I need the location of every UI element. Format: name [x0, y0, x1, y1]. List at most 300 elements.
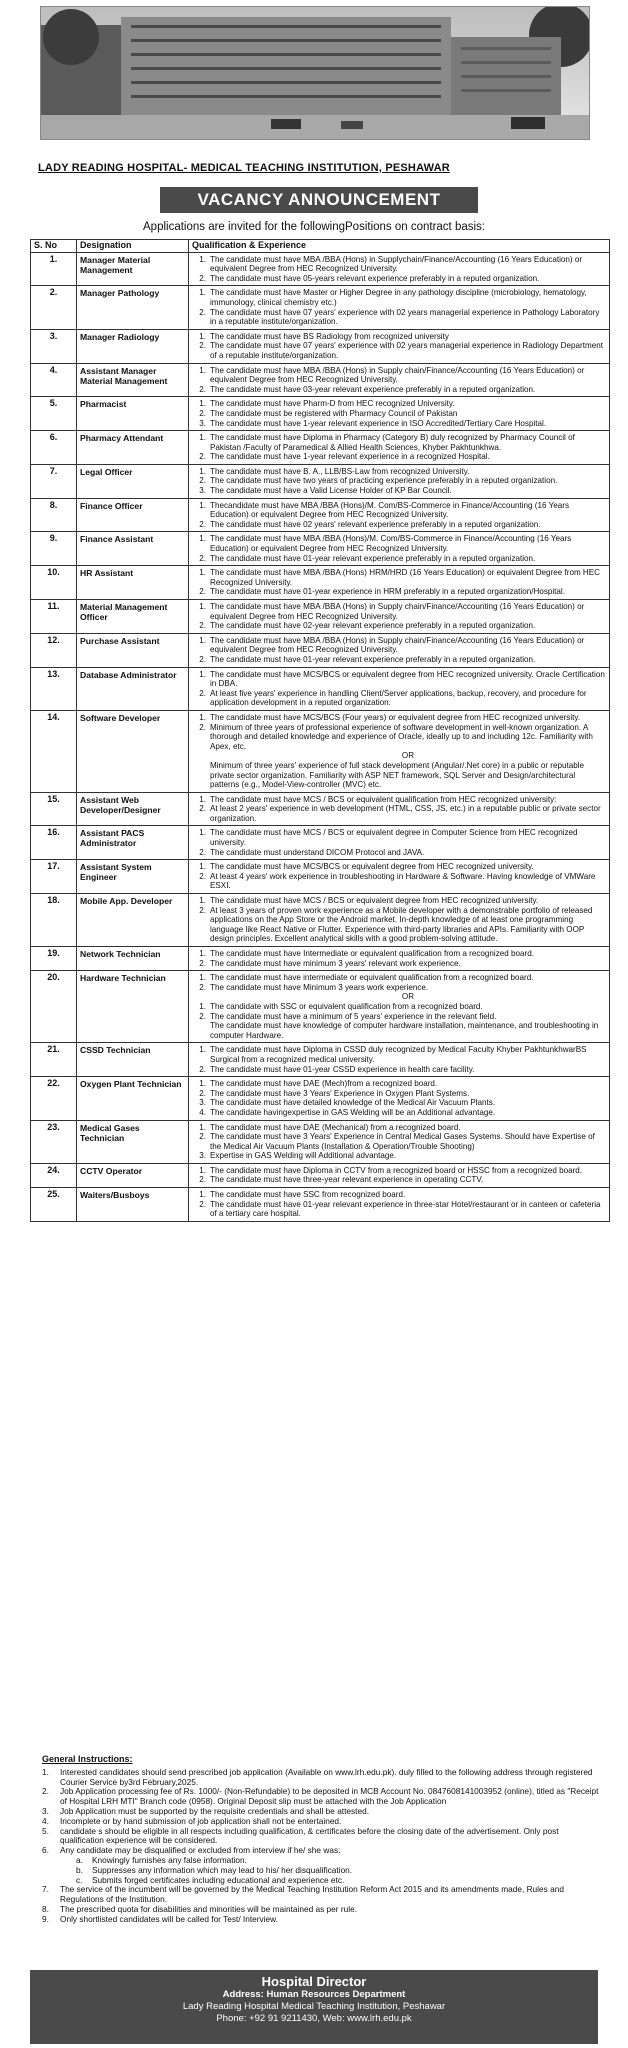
qualification-cell [189, 894, 610, 947]
item-number: 3. [199, 418, 206, 428]
qualification-item [192, 723, 606, 752]
qualification-cell [189, 860, 610, 894]
qualification-item [192, 288, 606, 307]
table-row [31, 826, 610, 860]
qualification-item [192, 1045, 606, 1064]
item-number: 1. [199, 635, 206, 645]
serial-number: 25. [31, 1188, 77, 1222]
qualification-item [192, 255, 606, 274]
qualification-item [192, 795, 606, 805]
qualification-item [192, 983, 606, 993]
serial-number: 20. [31, 971, 77, 1043]
item-number: 1. [199, 1122, 206, 1132]
item-text: The candidate must have MBA /BBA (Hons) in Supply chain/Finance/Accounting (16 Years Education) or equivalent Degree from HEC Recognized University. [210, 635, 585, 655]
designation: Assistant PACS Administrator [77, 826, 189, 860]
qualification-item [192, 1200, 606, 1219]
qualification-item [192, 906, 606, 944]
qualification-cell [189, 286, 610, 329]
qualification-item [192, 1002, 606, 1012]
qualification-item [192, 804, 606, 823]
qualification-cell [189, 329, 610, 363]
item-number: 1. [199, 534, 206, 544]
qualification-item [192, 520, 606, 530]
instruction-number: 8. [42, 1903, 49, 1914]
serial-number: 11. [31, 600, 77, 634]
qualification-cell [189, 397, 610, 431]
item-text: The candidate must have MBA /BBA (Hons) in Supply chain/Finance/Accounting (16 Years Education) or equivalent Degree from HEC Recognized University. [210, 365, 585, 385]
item-text: At least 2 years' experience in web development (HTML, CSS, JS, etc.) in a reputable public or private sector organization. [210, 804, 601, 823]
item-text: The candidate must have Intermediate or equivalent qualification from a recognized board. [210, 949, 534, 958]
item-text: The candidate must have 3 Years' Experience in Central Medical Gases Systems. Should have Expertise of the Medical Air Vacuum Plants (Installation & Operation/Trouble Shooting) [210, 1132, 595, 1151]
header-designation: Designation [77, 240, 189, 253]
qualification-item [192, 501, 606, 520]
item-text: The candidate must have Diploma in CSSD duly recognized by Medical Faculty Khyber PakhtunkhwarBS Surgical from a recognized medical university. [210, 1045, 587, 1064]
item-number: 2. [199, 1132, 206, 1142]
qualification-item [192, 419, 606, 429]
item-text: Minimum of three years' experience of full stack development (Angular/.Net core) in a public or reputable private sector organization. Familiarity with ASP NET framework, SQL Server and Design/architectural patterns (e.g., Model-View-controller (MVC) etc. [210, 760, 585, 790]
item-text: The candidate must have MCS / BCS or equivalent qualification from HEC recognized university: [210, 794, 557, 804]
qualification-item [192, 1098, 606, 1108]
serial-number: 4. [31, 363, 77, 397]
table-row [31, 566, 610, 600]
item-text: The candidate must have Master or Higher Degree in any pathology discipline (microbiology, hematology, immunology, clinical chemistry etc.) [210, 288, 587, 307]
qualification-item [192, 568, 606, 587]
serial-number: 15. [31, 792, 77, 826]
serial-number: 2. [31, 286, 77, 329]
qualification-cell [189, 1163, 610, 1187]
item-number: 2. [199, 1011, 206, 1021]
item-text: The candidate must have DAE (Mech)from a recognized board. [210, 1079, 438, 1089]
qualification-item [192, 621, 606, 631]
qualification-item [192, 1089, 606, 1099]
item-text: The candidate must have MCS/BCS (Four years) or equivalent degree from HEC recognized university. [210, 712, 581, 722]
qualification-cell [189, 667, 610, 710]
serial-number: 5. [31, 397, 77, 431]
item-text: OR [401, 751, 415, 761]
item-text: The candidate must have 02-year relevant experience preferably in a reputed organization. [210, 621, 536, 631]
qualification-cell [189, 1077, 610, 1120]
item-text: The candidate must have MBA /BBA (Hons) in Supplychain/Finance/Accounting (16 Years Education) or equivalent Degree from HEC Recognized University. [210, 254, 583, 274]
designation: Medical Gases Technician [77, 1120, 189, 1163]
instruction-text: Job Application processing fee of Rs. 1000/- (Non-Refundable) to be deposited in MCB Account No. 0847608141003952 (online), titled as "Receipt of Hospital LRH MTI" Branch code (0958). Original Deposit slip must be attached with the Job Application [60, 1786, 599, 1807]
table-row [31, 397, 610, 431]
qualification-item [192, 476, 606, 486]
item-number: 2. [199, 654, 206, 664]
item-number: 1. [199, 1190, 206, 1200]
table-row [31, 894, 610, 947]
item-text: The candidate with SSC or equivalent qualification from a recognized board. [210, 1001, 483, 1011]
instruction-text: Only shortlisted candidates will be called for Test/ Interview. [60, 1913, 278, 1924]
qualification-item [192, 1190, 606, 1200]
item-number: 1. [199, 568, 206, 578]
item-text: The candidate must have MCS / BCS or equivalent degree in Computer Science from HEC recognized university. [210, 828, 578, 848]
hospital-building-photo [40, 6, 590, 140]
serial-number: 9. [31, 532, 77, 566]
qualification-item [192, 385, 606, 395]
qualification-item [192, 332, 606, 342]
designation: Manager Pathology [77, 286, 189, 329]
vacancy-table [30, 239, 610, 1222]
qualification-cell [189, 947, 610, 971]
item-number: 2. [199, 476, 206, 486]
instruction-number: 2. [42, 1786, 49, 1797]
qualification-item [192, 1079, 606, 1089]
item-text: The candidate must have 1-year relevant experience in a recognized Hospital. [210, 452, 490, 462]
item-text: The candidate must have Diploma in Pharmacy (Category B) duly recognized by Pharmacy Council of Pakistan /Faculty of Paramedical & Allied Health Sciences, Khyber Pakhtunkhwa. [210, 433, 575, 452]
designation: HR Assistant [77, 566, 189, 600]
item-number [192, 1021, 210, 1040]
designation: Manager Radiology [77, 329, 189, 363]
item-text: Thecandidate must have MBA /BBA (Hons)/M. Com/BS-Commerce in Finance/Accounting (16 Years Education) or equivalent Degree from HEC Recognized University. [210, 500, 569, 520]
item-text: The candidate must have MCS / BCS or equivalent degree from HEC recognized university. [210, 896, 539, 906]
table-row [31, 710, 610, 792]
table-row [31, 667, 610, 710]
item-number: 2. [199, 688, 206, 698]
item-text: Minimum of three years of professional experience of software development in well-known organization. A thorough and detailed knowledge and experience of Oracle, ideally up to and including 12c. Familiarity with Apex, etc. [210, 722, 593, 751]
item-number: 1. [199, 1001, 206, 1011]
instruction-item [42, 1827, 602, 1847]
qualification-item [192, 452, 606, 462]
serial-number: 10. [31, 566, 77, 600]
designation: Assistant Web Developer/Designer [77, 792, 189, 826]
intro-text: Applications are invited for the followingPositions on contract basis: [143, 221, 485, 233]
item-number: 3. [199, 486, 206, 496]
instruction-number: 5. [42, 1825, 49, 1836]
serial-number: 12. [31, 633, 77, 667]
qualification-item [192, 636, 606, 655]
table-row [31, 1077, 610, 1120]
instruction-item [42, 1915, 602, 1925]
qualification-item [192, 1021, 606, 1040]
footer-title: Hospital Director [261, 1974, 367, 1989]
qualification-item [192, 689, 606, 708]
item-number: 1. [199, 1165, 206, 1175]
item-text: The candidate must have 07 years' experience with 02 years managerial experience in Pathology Laboratory in a reputable institute/organization. [210, 307, 600, 327]
qualification-cell [189, 971, 610, 1043]
item-number: 2. [199, 905, 206, 915]
serial-number: 8. [31, 498, 77, 532]
item-number: 2. [199, 1175, 206, 1185]
item-text: The candidate must have Minimum 3 years work experience. [210, 982, 429, 992]
qualification-item [192, 713, 606, 723]
designation: Hardware Technician [77, 971, 189, 1043]
item-number: 2. [199, 273, 206, 283]
qualification-item [192, 554, 606, 564]
qualification-item [192, 992, 606, 1002]
footer-phone-web: Phone: +92 91 9211430, Web: www.lrh.edu.pk [216, 2013, 412, 2024]
designation: Pharmacy Attendant [77, 431, 189, 465]
qualification-cell [189, 532, 610, 566]
serial-number: 1. [31, 252, 77, 286]
table-row [31, 860, 610, 894]
table-header-row [31, 240, 610, 253]
item-text: The candidate must have BS Radiology from recognized university [210, 331, 449, 341]
designation: Finance Assistant [77, 532, 189, 566]
item-text: The candidate must have DAE (Mechanical) from a recognized board. [210, 1122, 461, 1132]
item-number: 1. [199, 794, 206, 804]
qualification-item [192, 1166, 606, 1176]
item-number: 1. [199, 1079, 206, 1089]
serial-number: 24. [31, 1163, 77, 1187]
footer-institution: Lady Reading Hospital Medical Teaching Institution, Peshawar [182, 2001, 446, 2012]
item-text: Expertise in GAS Welding will Additional advantage. [210, 1151, 397, 1161]
serial-number: 22. [31, 1077, 77, 1120]
designation: Finance Officer [77, 498, 189, 532]
item-text: The candidate must have three-year relevant experience in operating CCTV. [210, 1175, 484, 1185]
item-number: 1. [199, 500, 206, 510]
qualification-item [192, 274, 606, 284]
item-text: The candidate must have 3 Years' Experience in Oxygen Plant Systems. [210, 1088, 470, 1098]
qualification-cell [189, 566, 610, 600]
table-row [31, 971, 610, 1043]
item-text: The candidate must have Diploma in CCTV from a recognized board or HSSC from a recognized board. [210, 1165, 583, 1175]
item-number: 2. [199, 587, 206, 597]
qualification-cell [189, 710, 610, 792]
item-number: 2. [199, 408, 206, 418]
item-text: The candidate must have 07 years' experience with 02 years managerial experience in Radiology Department of a reputable institute/organization. [210, 341, 603, 360]
qualification-cell [189, 252, 610, 286]
qualification-item [192, 751, 606, 761]
item-text: The candidate must have MBA /BBA (Hons) HRM/HRD (16 Years Education) or equivalent Degree from HEC Recognized University. [210, 568, 601, 587]
designation: CSSD Technician [77, 1043, 189, 1077]
instruction-text: Submits forged certificates including educational and experience etc. [92, 1874, 345, 1885]
item-number: 3. [199, 1098, 206, 1108]
qualification-cell [189, 633, 610, 667]
qualification-item [192, 1132, 606, 1151]
serial-number: 23. [31, 1120, 77, 1163]
item-number: 1. [199, 331, 206, 341]
qualification-item [192, 670, 606, 689]
instruction-number: 6. [42, 1845, 49, 1856]
item-number [192, 761, 210, 790]
table-row [31, 363, 610, 397]
qualification-item [192, 486, 606, 496]
item-number: 2. [199, 307, 206, 317]
item-number [192, 751, 210, 761]
item-number: 1. [199, 896, 206, 906]
instruction-number: 9. [42, 1913, 49, 1924]
item-text: The candidate must have intermediate or equivalent qualification from a recognized board. [210, 973, 534, 983]
serial-number: 3. [31, 329, 77, 363]
item-number: 2. [199, 621, 206, 631]
item-text: The candidate must have MCS/BCS or equivalent degree from HEC recognized university. [210, 862, 534, 872]
item-text: The candidate must have a minimum of 5 years' experience in the relevant field. [210, 1011, 497, 1021]
item-text: The candidate must have 01-year CSSD experience in health care facility. [210, 1064, 475, 1074]
item-number: 1. [199, 669, 206, 679]
item-text: The candidate must have 01-year relevant experience preferably in a reputed organization. [210, 654, 536, 664]
item-number: 1. [199, 399, 206, 409]
qualification-item [192, 602, 606, 621]
instruction-text: The prescribed quota for disabilities and minorities will be maintained as per rule. [60, 1903, 357, 1914]
designation: Software Developer [77, 710, 189, 792]
item-text: OR [401, 992, 415, 1002]
item-number: 2. [199, 804, 206, 814]
instruction-text: Job Application must be supported by the requisite credentials and shall be attested. [60, 1805, 370, 1816]
item-number: 2. [199, 341, 206, 351]
item-number: 2. [199, 958, 206, 968]
item-number: 4. [199, 1107, 206, 1117]
item-text: At least 3 years of proven work experience as a Mobile developer with a demonstrable portfolio of released applications on the App Store or the Android market. In-depth knowledge of at least one programming language like React Native or Flutter. Experience with third-party libraries and APIs. Familiarity with OOP design principles. Excellent analytical skills with a good problem-solving attitude. [210, 905, 593, 944]
footer-address: Address: Human Resources Department [222, 1989, 406, 2000]
designation: Legal Officer [77, 464, 189, 498]
qualification-cell [189, 1120, 610, 1163]
qualification-cell [189, 1043, 610, 1077]
qualification-item [192, 1123, 606, 1133]
item-number: 2. [199, 982, 206, 992]
instruction-number: 3. [42, 1805, 49, 1816]
qualification-item [192, 1065, 606, 1075]
table-row [31, 532, 610, 566]
instruction-text: candidate s should be eligible in all respects including qualification, & certificates before the closing date of the advertisement. Only post qualification experience will be considered. [60, 1825, 559, 1846]
instruction-text: Incomplete or by hand submission of job application shall not be entertained. [60, 1815, 342, 1826]
item-text: The candidate must have knowledge of computer hardware installation, maintenance, and troubleshooting in computer Hardware. [210, 1021, 599, 1040]
serial-number: 14. [31, 710, 77, 792]
designation: CCTV Operator [77, 1163, 189, 1187]
instruction-item [42, 1768, 602, 1788]
instruction-number: b. [76, 1864, 83, 1875]
qualification-item [192, 949, 606, 959]
instruction-text: The service of the incumbent will be governed by the Medical Teaching Institution Reform Act 2015 and its amendments made, Rules and Regulations of the Institution. [60, 1884, 564, 1905]
item-number: 1. [199, 288, 206, 298]
item-text: The candidate must have B. A., LLB/BS-Law from recognized University. [210, 466, 470, 476]
qualification-item [192, 828, 606, 847]
instruction-text: Knowingly furnishes any false information. [92, 1854, 247, 1865]
qualification-item [192, 862, 606, 872]
qualification-item [192, 467, 606, 477]
qualification-item [192, 1012, 606, 1022]
table-row [31, 1188, 610, 1222]
item-text: The candidate must have MBA /BBA (Hons)/M. Com/BS-Commerce in Finance/Accounting (16 Years Education) or equivalent Degree from HEC Recognized University. [210, 534, 572, 554]
designation: Purchase Assistant [77, 633, 189, 667]
designation: Network Technician [77, 947, 189, 971]
item-text: The candidate must have MCS/BCS or equivalent degree from HEC recognized university. Oracle Certification in DBA. [210, 669, 605, 689]
designation: Material Management Officer [77, 600, 189, 634]
qualification-item [192, 761, 606, 790]
designation: Manager Material Management [77, 252, 189, 286]
item-number: 2. [199, 847, 206, 857]
table-row [31, 329, 610, 363]
item-text: The candidate must be registered with Pharmacy Council of Pakistan [210, 408, 458, 418]
qualification-item [192, 1108, 606, 1118]
serial-number: 19. [31, 947, 77, 971]
serial-number: 16. [31, 826, 77, 860]
item-text: The candidate must have 05-years relevant experience preferably in a reputed organization. [210, 273, 540, 283]
item-text: The candidate must have Pharm-D from HEC recognized University. [210, 399, 455, 409]
designation: Assistant System Engineer [77, 860, 189, 894]
item-text: At least five years' experience in handling Client/Server applications, backup, recovery, and procedure for application development in a reputed organization. [210, 688, 587, 708]
qualification-cell [189, 498, 610, 532]
item-number: 2. [199, 519, 206, 529]
item-text: The candidate must have 01-year relevant experience preferably in a reputed organization. [210, 553, 536, 563]
qualification-item [192, 959, 606, 969]
table-row [31, 633, 610, 667]
instruction-text: Any candidate may be disqualified or excluded from interview if he/ she was: [60, 1845, 341, 1856]
item-number: 1. [199, 712, 206, 722]
instruction-number: 1. [42, 1766, 49, 1777]
vacancy-banner: VACANCY ANNOUNCEMENT [160, 187, 478, 213]
instruction-item [42, 1885, 602, 1905]
table-row [31, 792, 610, 826]
item-number: 1. [199, 1045, 206, 1055]
qualification-item [192, 587, 606, 597]
table-row [31, 1163, 610, 1187]
institution-name: LADY READING HOSPITAL- MEDICAL TEACHING INSTITUTION, PESHAWAR [38, 162, 450, 174]
header-qualification: Qualification & Experience [189, 240, 610, 253]
qualification-item [192, 399, 606, 409]
serial-number: 7. [31, 464, 77, 498]
qualification-cell [189, 792, 610, 826]
item-number [192, 992, 210, 1002]
instruction-item [42, 1787, 602, 1807]
table-row [31, 464, 610, 498]
item-number: 2. [199, 871, 206, 881]
serial-number: 18. [31, 894, 77, 947]
item-text: The candidate havingexpertise in GAS Welding will be an Additional advantage. [210, 1107, 496, 1117]
table-row [31, 947, 610, 971]
instruction-number: c. [76, 1874, 83, 1885]
item-number: 2. [199, 722, 206, 732]
item-number: 1. [199, 973, 206, 983]
instruction-number: a. [76, 1854, 83, 1865]
qualification-cell [189, 431, 610, 465]
qualification-item [192, 1151, 606, 1161]
item-text: The candidate must have 02 years' relevant experience preferably in a reputed organization. [210, 519, 541, 529]
designation: Oxygen Plant Technician [77, 1077, 189, 1120]
item-number: 2. [199, 1088, 206, 1098]
designation: Waiters/Busboys [77, 1188, 189, 1222]
instruction-text: Suppresses any information which may lead to his/ her disqualification. [92, 1864, 353, 1875]
item-text: The candidate must have 01-year relevant experience in three-star Hotel/restaurant or in canteen or cafeteria of a tertiary care hospital. [210, 1199, 601, 1219]
qualification-cell [189, 464, 610, 498]
item-number: 2. [199, 553, 206, 563]
qualification-item [192, 308, 606, 327]
instruction-text: Interested candidates should send prescribed job application (Available on www.lrh.edu.pk). duly filled to the following address through registered Courier Service by3rd February,2025. [60, 1766, 593, 1787]
item-number: 2. [199, 384, 206, 394]
serial-number: 17. [31, 860, 77, 894]
item-number: 1. [199, 602, 206, 611]
table-row [31, 286, 610, 329]
table-row [31, 1043, 610, 1077]
instructions-title: General Instructions: [42, 1754, 133, 1764]
item-number: 1. [199, 466, 206, 476]
instruction-number: 7. [42, 1884, 49, 1895]
table-row [31, 498, 610, 532]
designation: Pharmacist [77, 397, 189, 431]
serial-number: 21. [31, 1043, 77, 1077]
qualification-item [192, 872, 606, 891]
serial-number: 6. [31, 431, 77, 465]
item-number: 1. [199, 949, 206, 958]
item-number: 3. [199, 1151, 206, 1161]
item-text: At least 4 years' work experience in troubleshooting in Hardware & Software. Having knowledge of VMWare ESXI. [210, 871, 596, 891]
item-text: The candidate must have a Valid License Holder of KP Bar Council. [210, 486, 452, 496]
qualification-item [192, 409, 606, 419]
item-number: 1. [199, 433, 206, 443]
item-text: The candidate must have two years of practicing experience preferably in a reputed organization. [210, 476, 558, 486]
designation: Database Administrator [77, 667, 189, 710]
item-text: The candidate must have SSC from recognized board. [210, 1190, 406, 1200]
table-row [31, 600, 610, 634]
footer-contact [30, 1970, 598, 2044]
designation: Mobile App. Developer [77, 894, 189, 947]
qualification-item [192, 433, 606, 452]
qualification-cell [189, 1188, 610, 1222]
general-instructions [42, 1755, 602, 1925]
item-text: The candidate must have 1-year relevant experience in ISO Accredited/Tertiary Care Hospital. [210, 418, 547, 428]
item-text: The candidate must have minimum 3 years' relevant work experience. [210, 958, 461, 968]
qualification-item [192, 341, 606, 360]
serial-number: 13. [31, 667, 77, 710]
